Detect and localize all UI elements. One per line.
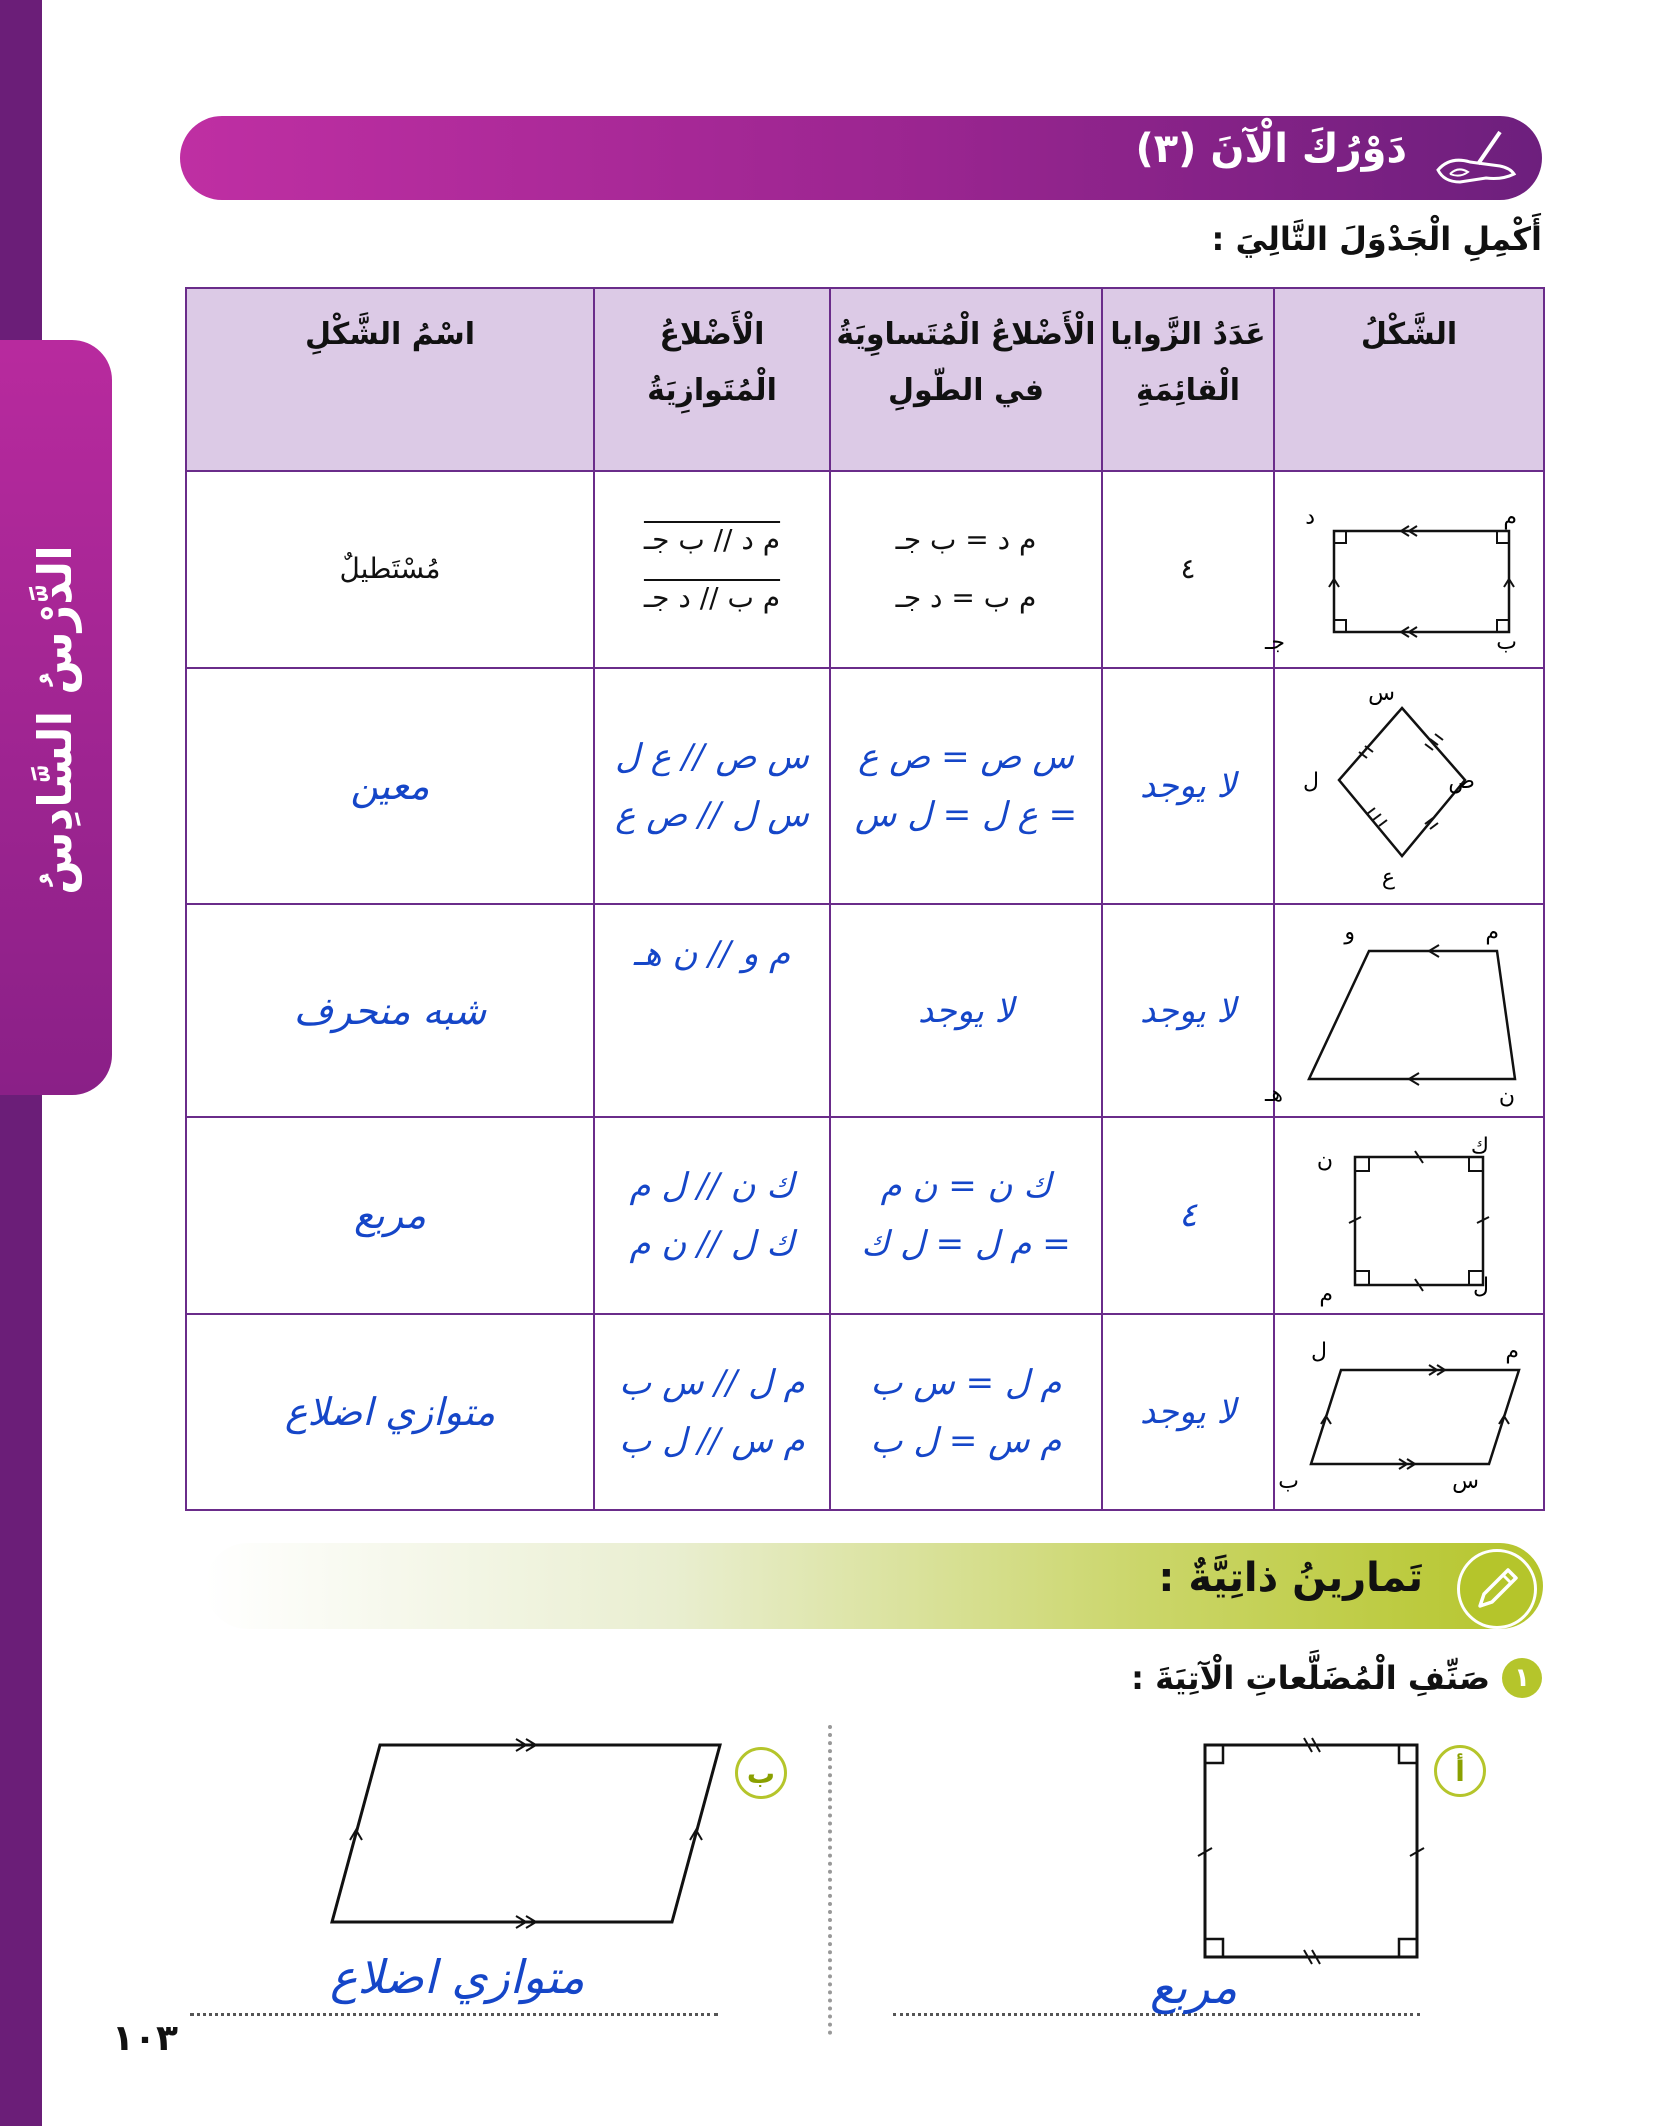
header-equal-sides: الْأَضْلاعُ الْمُتَساوِيَةُ في الطّولِ xyxy=(830,288,1102,471)
equal-sides-line: = ع ل = ل س xyxy=(854,794,1078,835)
parallel-sides-line: ك ل // ن م xyxy=(629,1224,795,1265)
vertex-label: ب xyxy=(1278,1468,1299,1494)
vertex-label: و xyxy=(1344,919,1355,945)
shapes-table xyxy=(185,287,1543,1511)
shape-name-cell: متوازي اضلاع xyxy=(186,1314,594,1510)
equal-sides-line: م ب = د جـ xyxy=(895,581,1037,615)
vertex-label: ص xyxy=(1448,768,1475,794)
equal-sides-line: م س = ل ب xyxy=(870,1420,1062,1461)
vertex-label: س xyxy=(1452,1468,1479,1494)
vertex-label: م xyxy=(1503,505,1517,531)
item-label-a: أ xyxy=(1434,1745,1486,1797)
vertex-label: ن xyxy=(1498,1083,1515,1109)
parallel-sides-cell xyxy=(594,668,830,904)
equal-sides-line: لا يوجد xyxy=(917,990,1015,1031)
vertex-label: ع xyxy=(1381,864,1395,890)
header-name: اسْمُ الشَّكْلِ xyxy=(186,288,594,471)
page-number: ١٠٣ xyxy=(112,2018,178,2059)
parallel-sides-line: م و // ن هـ xyxy=(633,933,791,974)
square-figure xyxy=(1279,1123,1539,1308)
equal-sides-cell xyxy=(830,904,1102,1117)
item-label-b: ب xyxy=(735,1747,787,1799)
parallel-sides-cell xyxy=(594,904,830,1117)
vertex-label: م xyxy=(1485,919,1499,945)
table-row xyxy=(186,668,1544,904)
equal-sides-cell xyxy=(830,1314,1102,1510)
question-line xyxy=(1131,1658,1542,1698)
shape-name-cell: مربع xyxy=(186,1117,594,1313)
equal-sides-line: = م ل = ل ك xyxy=(861,1224,1071,1265)
parallel-sides-cell xyxy=(594,1314,830,1510)
header-right-angles: عَدَدُ الزَّوايا الْقائِمَةِ xyxy=(1102,288,1274,471)
activity-banner xyxy=(180,116,1542,200)
question-number: ١ xyxy=(1502,1658,1542,1698)
vertex-label: م xyxy=(1319,1282,1333,1308)
equal-sides-line: س ص = ص ع xyxy=(858,736,1074,777)
shape-cell xyxy=(1274,1117,1544,1313)
right-angles-cell: لا يوجد xyxy=(1102,904,1274,1117)
shape-name-cell: شبه منحرف xyxy=(186,904,594,1117)
vertex-label: م xyxy=(1505,1338,1519,1364)
question-text: صَنِّفِ الْمُضَلَّعاتِ الْآتِيَةَ : xyxy=(1131,1659,1490,1697)
vertex-label: د xyxy=(1305,505,1315,531)
instruction: أَكْمِلِ الْجَدْوَلَ التَّالِيَ : xyxy=(1211,220,1542,258)
vertex-label: ب xyxy=(1496,630,1517,656)
exercises-title: تَمارينُ ذاتِيَّةٌ : xyxy=(1158,1555,1423,1601)
lesson-tab-label: الدَّرْسُ السَّادِسُ xyxy=(28,545,82,895)
parallel-sides-line: م ل // س ب xyxy=(619,1362,805,1403)
vertex-label: ن xyxy=(1316,1148,1333,1174)
table-row xyxy=(186,904,1544,1117)
activity-title: دَوْرُكَ الْآنَ (٣) xyxy=(1135,126,1407,172)
parallel-sides-line: س ص // ع ل xyxy=(615,736,809,777)
answer-line-b xyxy=(190,2013,718,2016)
parallel-sides-cell xyxy=(594,1117,830,1313)
right-angles-cell: لا يوجد xyxy=(1102,668,1274,904)
equal-sides-cell xyxy=(830,668,1102,904)
right-angles-cell: ٤ xyxy=(1102,471,1274,667)
square-exercise-figure xyxy=(1180,1730,1440,1970)
vertex-label: ك xyxy=(1470,1134,1489,1160)
parallel-sides-line: ك ن // ل م xyxy=(629,1166,795,1207)
parallel-sides-line: م د // ب جـ xyxy=(643,523,781,557)
vertex-label: ل xyxy=(1303,768,1319,794)
shape-cell xyxy=(1274,668,1544,904)
vertex-label: هـ xyxy=(1264,1081,1283,1107)
vertex-label: س xyxy=(1368,680,1395,706)
parallelogram-figure xyxy=(1279,1320,1539,1500)
answer-a: مربع xyxy=(1150,1960,1238,2014)
rhombus-figure xyxy=(1279,674,1539,894)
table-row xyxy=(186,471,1544,667)
parallel-sides-cell xyxy=(594,471,830,667)
parallel-sides-line: م ب // د جـ xyxy=(643,581,781,615)
right-angles-cell: لا يوجد xyxy=(1102,1314,1274,1510)
rectangle-figure xyxy=(1264,479,1539,656)
equal-sides-cell xyxy=(830,1117,1102,1313)
vertex-label: ل xyxy=(1473,1274,1489,1300)
vertex-label: جـ xyxy=(1264,630,1285,656)
equal-sides-cell xyxy=(830,471,1102,667)
equal-sides-line: م د = ب جـ xyxy=(895,523,1037,557)
vertex-label: ل xyxy=(1311,1338,1327,1364)
shape-cell xyxy=(1274,1314,1544,1510)
shape-name-cell: معين xyxy=(186,668,594,904)
writing-hand-icon xyxy=(1430,126,1520,190)
shape-name-cell: مُسْتَطيلٌ xyxy=(186,471,594,667)
table-row xyxy=(186,1117,1544,1313)
parallelogram-exercise-figure xyxy=(320,1730,730,1960)
shape-cell xyxy=(1264,471,1544,667)
column-divider xyxy=(828,1725,832,2035)
shape-cell xyxy=(1264,904,1544,1117)
exercises-banner xyxy=(205,1543,1543,1629)
right-angles-cell: ٤ xyxy=(1102,1117,1274,1313)
table-row xyxy=(186,1314,1544,1510)
pencil-icon xyxy=(1457,1549,1537,1629)
parallel-sides-line: س ل // ص ع xyxy=(615,794,809,835)
header-shape: الشَّكْلُ xyxy=(1274,288,1544,471)
trapezoid-figure xyxy=(1264,909,1539,1109)
parallel-sides-line: م س // ل ب xyxy=(619,1420,805,1461)
equal-sides-line: م ل = س ب xyxy=(870,1362,1062,1403)
answer-b: متوازي اضلاع xyxy=(330,1950,585,2004)
header-parallel-sides: الْأَضْلاعُ الْمُتَوازِيَةُ xyxy=(594,288,830,471)
equal-sides-line: ك ن = ن م xyxy=(880,1166,1052,1207)
